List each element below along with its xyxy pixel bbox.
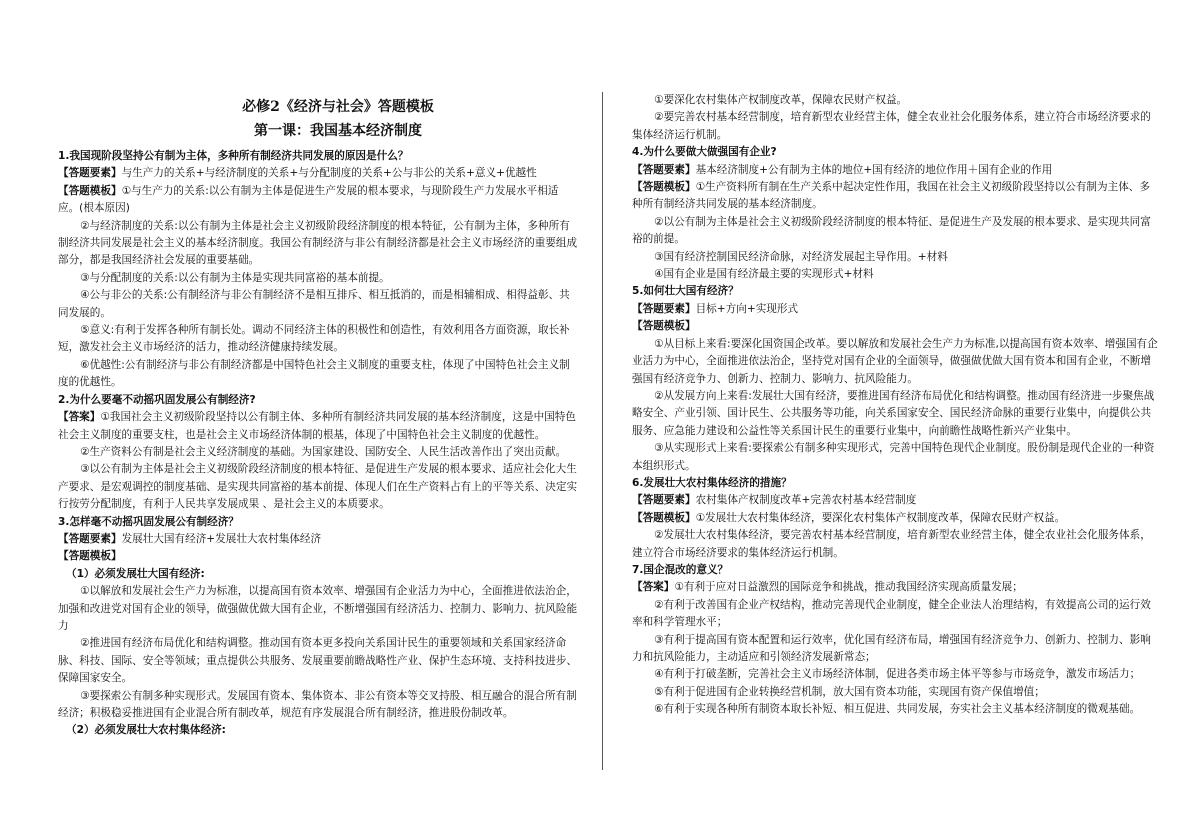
question-heading: 1.我国现阶段坚持公有制为主体，多种所有制经济共同发展的原因是什么？: [58, 150, 409, 162]
section-tag: 【答题模板】: [58, 550, 122, 563]
section-tag: 【答题模板】: [632, 181, 696, 194]
answer-paragraph: ①以解放和发展社会生产力为标准，以提高国有资本效率、增强国有企业活力为中心，全面推进依法治企，加强和改进党对国有企业的领导，做强做优做大国有企业，不断增强国有经济活力、控制力、影响力、抗风险能力: [58, 585, 578, 632]
labeled-paragraph: [632, 301, 1160, 318]
answer-paragraph: ②生产资料公有制是社会主义经济制度的基础。为国家建设、国防安全、人民生活改善作出了突出贡献。: [80, 445, 567, 458]
labeled-paragraph: [58, 183, 578, 218]
column-divider: [602, 92, 603, 770]
section-tag: 【答题要素】: [632, 494, 696, 507]
labeled-paragraph: [632, 162, 1160, 179]
answer-paragraph: ①要深化农村集体产权制度改革，保障农民财产权益。: [654, 94, 908, 106]
labeled-paragraph: [632, 318, 1160, 335]
answer-paragraph: ②要完善农村基本经营制度，培育新型农业经营主体，健全农业社会化服务体系，建立符合市场经济要求的集体经济运行机制。: [632, 111, 1151, 141]
answer-paragraph: ⑥有利于实现各种所有制资本取长补短、相互促进、共同发展，夯实社会主义基本经济制度的微观基础。: [654, 703, 1141, 716]
question-heading: 4.为什么要做大做强国有企业?: [632, 146, 777, 159]
question-heading: 2.为什么要毫不动摇巩固发展公有制经济?: [58, 393, 256, 406]
answer-paragraph: ⑤意义:有利于发挥各种所有制长处。调动不同经济主体的积极性和创造性，有效利用各方面资源，取长补短，激发社会主义市场经济的活力，推动经济健康持续发展。: [58, 324, 570, 354]
answer-paragraph: ②从发展方向上来看:发展壮大国有经济，要推进国有经济布局优化和结构调整。推动国有经济进一步聚焦战略安全、产业引领、国计民生、公共服务等功能，向关系国家安全、国民经济命脉的重要行业集中，向提供公共服务、应急能力建设和公益性等关系国计民生的重要行业集中，向前瞻性战略性新兴产业集中。: [632, 389, 1155, 437]
section-tag: 【答题模板】: [632, 511, 696, 524]
question-heading: 5.如何壮大国有经济？: [632, 285, 739, 298]
section-tag: 【答案】: [632, 581, 675, 594]
answer-paragraph: ③要探索公有制多种实现形式。发展国有资本、集体资本、非公有资本等交叉持股、相互融合的混合所有制经济；积极稳妥推进国有企业混合所有制改革，规范有序发展混合所有制经济，推进股份制改革。: [58, 689, 577, 719]
right-column-body: [632, 92, 1160, 719]
section-tag: 【答题模板】: [632, 320, 696, 333]
left-column: [58, 97, 578, 740]
lesson-title: 第一课：我国基本经济制度: [254, 123, 422, 139]
section-tag: 【答题要素】: [632, 163, 696, 176]
answer-paragraph: ②以公有制为主体是社会主义初级阶段经济制度的根本特征、是促进生产及发展的根本要求、是实现共同富裕的前提。: [632, 215, 1151, 246]
answer-paragraph: ②有利于改善国有企业产权结构，推动完善现代企业制度，健全企业法人治理结构，有效提高公司的运行效率和科学管理水平；: [632, 598, 1151, 629]
question-heading: 7.国企混改的意义？: [632, 563, 729, 576]
subsection-heading: （2）必须发展壮大农村集体经济:: [66, 724, 226, 737]
answer-paragraph: ③从实现形式上来看:要探索公有制多种实现形式，完善中国特色现代企业制度。股份制是现代企业的一种资本组织形式。: [632, 442, 1155, 472]
section-tag: 【答题要素】: [58, 167, 122, 180]
answer-paragraph: ②推进国有经济布局优化和结构调整。推动国有资本更多投向关系国计民生的重要领域和关系国家经济命脉、科技、国际、安全等领域；重点提供公共服务、发展重要前瞻战略性产业、保护生态环境、支持科技进步、保障国家安全。: [58, 637, 578, 685]
answer-paragraph: ③国有经济控制国民经济命脉，对经济发展起主导作用。+材料: [654, 250, 948, 263]
paragraph-text: 目标+方向+实现形式: [695, 302, 799, 315]
answer-paragraph: ⑥优越性:公有制经济与非公有制经济都是中国特色社会主义制度的重要支柱，体现了中国特色社会主义制度的优越性。: [58, 358, 570, 389]
paragraph-text: 农村集体产权制度改革+完善农村基本经营制度: [695, 494, 917, 507]
left-column-body: [58, 148, 578, 740]
section-tag: 【答题模板】: [58, 184, 122, 197]
labeled-paragraph: [58, 531, 578, 548]
paragraph-text: ①有利于应对日益激烈的国际竞争和挑战，推动我国经济实现高质量发展；: [674, 581, 1023, 594]
labeled-paragraph: [58, 548, 578, 565]
answer-paragraph: ②发展壮大农村集体经济，要完善农村基本经营制度，培育新型农业经营主体，健全农业社会化服务体系，建立符合市场经济要求的集体经济运行机制。: [632, 529, 1151, 559]
document-title: 必修2《经济与社会》答题模板: [242, 99, 434, 115]
labeled-paragraph: [58, 165, 578, 182]
labeled-paragraph: [632, 510, 1160, 527]
question-heading: 6.发展壮大农村集体经济的措施？: [632, 476, 792, 489]
answer-paragraph: ①从目标上来看:要深化国资国企改革。要以解放和发展社会生产力为标准,以提高国有资本效率、增强国有企业活力为中心，全面推进依法治企，坚持党对国有企业的全面领导，做强做优做大国有资本和国有企业，不断增强国有经济竞争力、创新力、控制力、影响力、抗风险能力。: [632, 337, 1158, 385]
paragraph-text: ①我国社会主义初级阶段坚持以公有制主体、多种所有制经济共同发展的基本经济制度，这是中国特色社会主义制度的重要支柱，也是社会主义市场经济体制的根基，体现了中国特色社会主义制度的优越性。: [58, 411, 576, 441]
answer-paragraph: ④国有企业是国有经济最主要的实现形式+材料: [654, 268, 874, 281]
labeled-paragraph: [58, 409, 578, 444]
answer-paragraph: ④公与非公的关系:公有制经济与非公有制经济不是相互排斥、相互抵消的，而是相辅相成、相得益彰、共同发展的。: [58, 289, 570, 319]
answer-paragraph: ③与分配制度的关系:以公有制为主体是实现共同富裕的基本前提。: [80, 271, 390, 284]
paragraph-text: 发展壮大国有经济+发展壮大农村集体经济: [121, 532, 322, 545]
labeled-paragraph: [632, 579, 1160, 596]
labeled-paragraph: [632, 492, 1160, 509]
subsection-heading: （1）必须发展壮大国有经济:: [66, 567, 205, 580]
question-heading: 3.怎样毫不动摇巩固发展公有制经济？: [58, 515, 239, 528]
section-tag: 【答案】: [58, 411, 101, 424]
paragraph-text: 与生产力的关系+与经济制度的关系+与分配制度的关系+公与非公的关系+意义+优越性: [121, 167, 537, 180]
paragraph-text: 基本经济制度+公有制为主体的地位+国有经济的地位作用＋国有企业的作用: [695, 163, 1053, 176]
paragraph-text: ①生产资料所有制在生产关系中起决定性作用，我国在社会主义初级阶段坚持以公有制为主体、多种所有制经济共同发展的基本经济制度。: [632, 181, 1150, 211]
paragraph-text: ①与生产力的关系:以公有制为主体是促进生产发展的根本要求，与现阶段生产力发展水平相适应。(根本原因): [58, 184, 559, 215]
answer-paragraph: ②与经济制度的关系:以公有制为主体是社会主义初级阶段经济制度的根本特征，公有制为主体，多种所有制经济共同发展是社会主义的基本经济制度。我国公有制经济与非公有制经济都是社会主义市场经济的重要组成部分，都是我国经济社会发展的重要基础。: [58, 219, 578, 267]
answer-paragraph: ④有利于打破垄断，完善社会主义市场经济体制，促进各类市场主体平等参与市场竞争，激发市场活力；: [654, 668, 1141, 681]
answer-paragraph: ⑤有利于促进国有企业转换经营机制，放大国有资本功能，实现国有资产保值增值；: [654, 685, 1045, 698]
section-tag: 【答题要素】: [58, 532, 122, 545]
answer-paragraph: ③有利于提高国有资本配置和运行效率，优化国有经济布局，增强国有经济竞争力、创新力、控制力、影响力和抗风险能力，主动适应和引领经济发展新常态；: [632, 633, 1151, 663]
paragraph-text: ①发展壮大农村集体经济，要深化农村集体产权制度改革，保障农民财产权益。: [695, 511, 1066, 524]
answer-paragraph: ③以公有制为主体是社会主义初级阶段经济制度的根本特征、是促进生产发展的根本要求、适应社会化大生产要求、是宏观调控的制度基础、是实现共同富裕的基本前提、体现人们在生产资料占有上的平等关系、决定实行按劳分配制度，有利于人民共享发展成果 、是社会主义的本质要求。: [58, 463, 578, 511]
right-column: [632, 92, 1160, 719]
section-tag: 【答题要素】: [632, 302, 696, 315]
labeled-paragraph: [632, 179, 1160, 214]
